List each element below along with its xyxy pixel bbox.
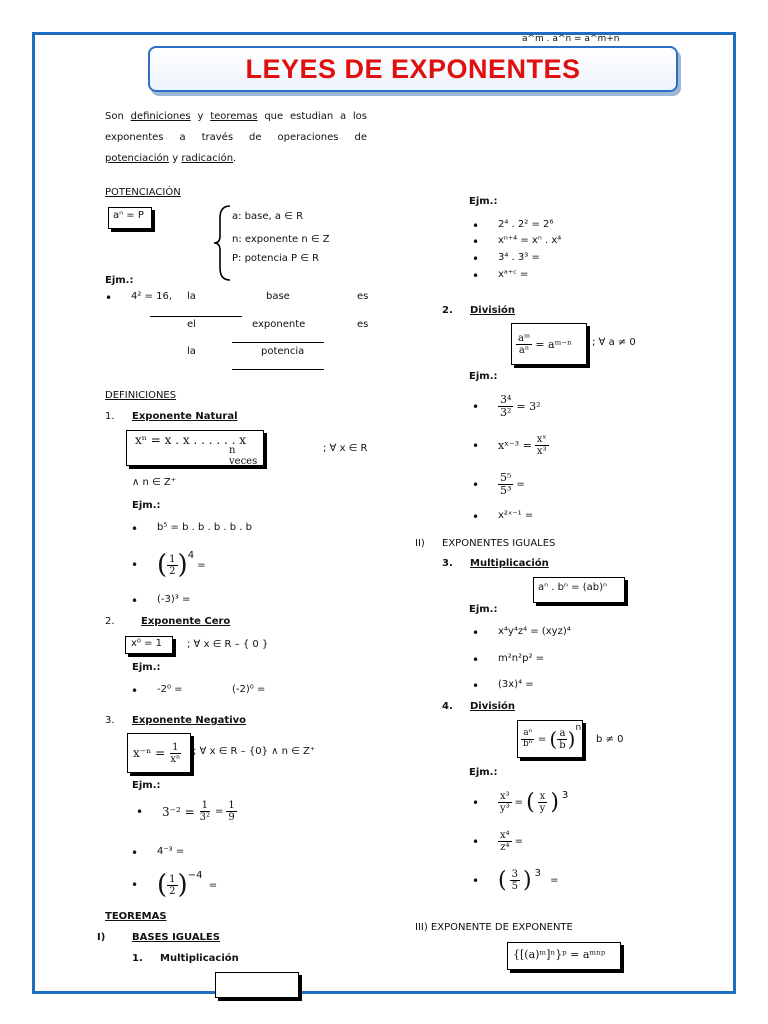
negativo-condition: ; ∀ x ∈ R – {0} ∧ n ∈ Z⁺ [193, 746, 316, 757]
def-potencia: P: potencia P ∈ R [232, 253, 320, 264]
intro-paragraph: Son definiciones y teoremas que estudian a los exponentes a través de operaciones de potenciación y radicación. [105, 111, 368, 164]
top-formula: a^m . a^n = a^m+n [522, 34, 620, 44]
example: • xˣ⁻³ = $\frac{\text{xˣ}}{\text{x³}}$ [498, 434, 549, 457]
example: • $\frac{\text{x⁴}}{\text{z⁴}}$ = [498, 830, 523, 853]
division-formula-box-2: $\frac{\text{aⁿ}}{\text{bⁿ}}$ = ( $\frac{a}{b}$ ) n [517, 720, 583, 758]
pot-word: es [357, 319, 369, 330]
definiciones-heading: DEFINICIONES [105, 390, 177, 401]
ejm-label: Ejm.: [469, 604, 498, 615]
division-title: División [470, 305, 516, 316]
item-number: 1. [105, 411, 115, 422]
ejm-label: Ejm.: [469, 196, 498, 207]
example: • b⁵ = b . b . b . b . b [157, 522, 252, 533]
cero-title: Exponente Cero [141, 616, 231, 627]
pot-word: es [357, 291, 369, 302]
item-number: 3. [105, 715, 115, 726]
mult-formula-box: aⁿ . bⁿ = (ab)ⁿ [533, 577, 625, 603]
example: (-2)⁰ = [232, 684, 266, 695]
blank-line [150, 316, 242, 317]
division-condition-2: b ≠ 0 [596, 734, 624, 745]
teoremas-heading: TEOREMAS [105, 911, 167, 922]
natural-title: Exponente Natural [132, 411, 238, 422]
curly-brace [212, 204, 232, 282]
example: • $\frac{\text{x³}}{\text{y³}}$ = ( $\frac{x}{y}$ ) 3 [498, 790, 568, 815]
example: • ( $\frac{1}{2}$ ) 4 = [157, 550, 206, 580]
example: • m²n²p² = [498, 653, 544, 664]
negativo-title: Exponente Negativo [132, 715, 247, 726]
example: • ( $\frac{1}{2}$ ) −4 = [157, 870, 217, 900]
ejm-label: Ejm.: [469, 371, 498, 382]
ejm-label: Ejm.: [132, 780, 161, 791]
ejm-label: Ejm.: [132, 500, 161, 511]
example: • $\frac{\text{3⁴}}{\text{3²}}$ = 3² [498, 394, 541, 419]
def-exponente: n: exponente n ∈ Z [232, 234, 330, 245]
natural-condition: ; ∀ x ∈ R [323, 443, 368, 454]
example: • $\frac{\text{5⁵}}{\text{5³}}$ = [498, 472, 525, 497]
exponente-de-exponente-heading: III) EXPONENTE DE EXPONENTE [415, 922, 573, 933]
example: • 4⁻³ = [157, 846, 184, 857]
pot-word: exponente [252, 319, 306, 330]
cero-box: x⁰ = 1 [125, 636, 173, 654]
potenciacion-heading: POTENCIACIÓN [105, 187, 181, 198]
pot-example: • 4² = 16, [131, 291, 172, 302]
example: • -2⁰ = [157, 684, 183, 695]
blank-line [232, 369, 324, 370]
bases-iguales-heading: BASES IGUALES [132, 932, 220, 943]
example: • (-3)³ = [157, 594, 190, 605]
pot-word: base [266, 291, 290, 302]
potencia-box: aⁿ = P [108, 207, 152, 229]
pot-word: la [187, 291, 196, 302]
example: • (3x)⁴ = [498, 679, 534, 690]
title-banner [148, 46, 678, 92]
item-number: 4. [442, 701, 453, 712]
division-condition: ; ∀ a ≠ 0 [592, 337, 636, 348]
section-number: II) [415, 538, 425, 549]
example: • 2⁴ . 2² = 2⁶ [498, 219, 553, 230]
empty-formula-box [215, 972, 299, 998]
item-number: 3. [442, 558, 453, 569]
division-formula-box: $\frac{\text{aᵐ}}{\text{aⁿ}}$ = aᵐ⁻ⁿ [511, 323, 587, 365]
item-number: 1. [132, 953, 143, 964]
blank-line [232, 342, 324, 343]
page-title: LEYES DE EXPONENTES [245, 53, 581, 84]
example: • 3⁻² = $\frac{1}{\text{3²}}$ = $\frac{1}{9}$ [162, 800, 237, 823]
cero-condition: ; ∀ x ∈ R – { 0 } [187, 639, 269, 650]
example: • xⁿ⁺⁴ = xⁿ . x⁴ [498, 235, 561, 246]
ejm-label: Ejm.: [132, 662, 161, 673]
example: • xᵃ⁺ᶜ = [498, 269, 528, 280]
exp-exp-formula-box: {[(a)ᵐ]ⁿ}ᵖ = aᵐⁿᵖ [507, 942, 621, 970]
def-base: a: base, a ∈ R [232, 211, 304, 222]
natural-condition-2: ∧ n ∈ Z⁺ [132, 477, 177, 488]
item-number: 2. [105, 616, 115, 627]
example: • 3⁴ . 3³ = [498, 252, 540, 263]
multiplicacion-title-2: Multiplicación [470, 558, 549, 569]
negativo-formula-box: x⁻ⁿ = $\frac{1}{\text{xⁿ}}$ [127, 733, 191, 773]
example: • ( $\frac{3}{5}$ ) 3 = [498, 868, 559, 893]
pot-word: la [187, 346, 196, 357]
exponentes-iguales-heading: EXPONENTES IGUALES [442, 538, 556, 549]
item-number: 2. [442, 305, 453, 316]
pot-word: potencia [261, 346, 305, 357]
example: • x⁴y⁴z⁴ = (xyz)⁴ [498, 626, 571, 637]
example: • x²ˣ⁻¹ = [498, 510, 533, 521]
ejm-label: Ejm.: [105, 275, 134, 286]
pot-word: el [187, 319, 196, 330]
multiplicacion-title: Multiplicación [160, 953, 239, 964]
section-number: I) [97, 932, 106, 943]
natural-formula-box: xⁿ = x . x . . . . . . x n veces [126, 430, 264, 466]
ejm-label: Ejm.: [469, 767, 498, 778]
division-title-2: División [470, 701, 516, 712]
